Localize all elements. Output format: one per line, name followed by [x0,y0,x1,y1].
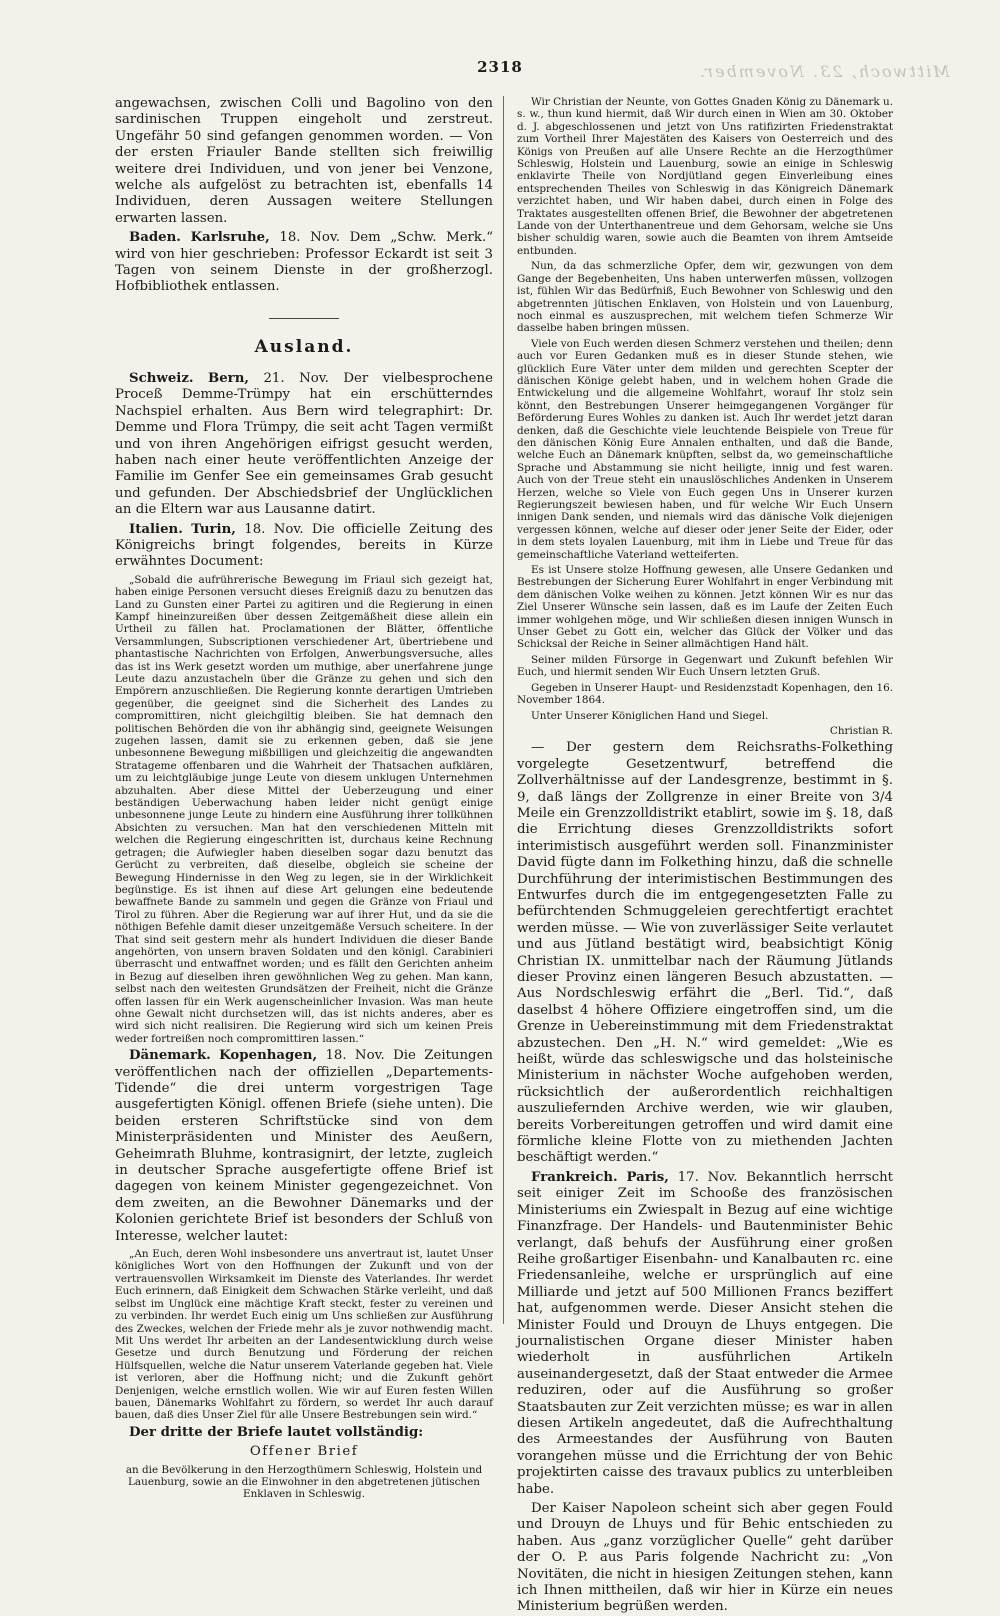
brief-paragraph: Wir Christian der Neunte, von Gottes Gnaden König zu Dänemark u. s. w., thun kund hiermit, daß Wir durch einen in Wien am 30. Oktober d. J. abgeschlossenen und jetzt von Uns ratifizirten Friedenstraktat zum Vortheil Ihrer Majestäten des Kaisers von Oesterreich und des Königs von Preußen auf alle Unsere Rechte an die Herzogthümer Schleswig, Holstein und Lauenburg, sowie an einige in Schleswig enklavirte Theile von Nordjütland gegen Einverleibung eines entsprechenden Theiles von Schleswig in das Königreich Dänemark verzichtet haben, und Wir haben dabei, durch einen in Folge des Traktates ausgestellten offenen Brief, die Bewohner der abgetretenen Lande von der Unterthanentreue und dem Gehorsam, welche sie Uns bisher schuldig waren, sowie auch die Beamten von ihrem Amtseide entbunden. [517,96,893,257]
left-column [115,96,494,1501]
article-text: 21. Nov. Der vielbesprochene Proceß Demme-Trümpy hat ein erschütterndes Nachspiel erhalten. Aus Bern wird telegraphirt: Dr. Demme und Flora Trümpy, die seit acht Tagen vermißt und von ihren Angehörigen eifrigst gesucht werden, haben nach einer heute veröffentlichten Anzeige der Familie im Genfer See ein gemeinsames Grab gesucht und gefunden. Der Abschiedsbrief der Unglücklichen an die Eltern war aus Lausanne datirt. [115,370,493,518]
article-city: Kopenhagen, [219,1048,318,1064]
article-italien [115,522,493,571]
daenemark-quote: „An Euch, deren Wohl insbesondere uns anvertraut ist, lautet Unser königliches Wort von den Hoffnungen der Zukunft und von der vertrauensvollen Wirksamkeit im Dienste des Vaterlandes. Ihr werdet Euch erinnern, daß Einigkeit dem Schwachen Stärke verleiht, und daß selbst im Unglück eine mächtige Kraft steckt, fester zu vereinen und zu verbinden. Ihr werdet Euch einig um Uns schließen zur Ausführung des Zweckes, welchen der Friede mehr als je zuvor nothwendig macht. Mit Uns werdet Ihr arbeiten an der Landesentwicklung durch weise Gesetze und durch Benutzung und Förderung der reichen Hülfsquellen, welche die Natur unserem Vaterlande gegeben hat. Viele ist verloren, aber die Hoffnung nicht; und die Zukunft gehört Denjenigen, welche ernstlich wollen. Wie wir auf Euren festen Willen bauen, Dänemarks Wohlfahrt zu fördern, so werdet Ihr auch darauf bauen, daß dies Unser Ziel für alle Unsere Bestrebungen sein wird.“ [115,1248,493,1422]
left-paragraph-friaul: angewachsen, zwischen Colli und Bagolino von den sardinischen Truppen eingeholt und zerstreut. Ungefähr 50 sind gefangen genommen worden. — Von der ersten Friauler Bande stellten sich freiwillig weitere drei Individuen, und von jener bei Venzone, welche als aufgelöst zu betrachten ist, ebenfalls 14 Individuen, deren Aussagen weitere Stellungen erwarten lassen. [115,96,493,226]
page-number: 2318 [477,58,523,76]
article-text: 18. Nov. Die Zeitungen veröffentlichen nach der offiziellen „Departements-Tidende“ die drei unterm vorgestrigen Tage ausgefertigten Königl. offenen Briefe (siehe unten). Die beiden ersteren Schriftstücke sind von dem Ministerpräsidenten und Minister des Aeußern, Geheimrath Bluhme, kontrasignirt, der letzte, zugleich in deutscher Sprache ausgefertigte offene Brief ist dagegen von keinem Minister gegengezeichnet. Von dem zweiten, an die Bewohner Dänemarks und der Kolonien gerichtete Brief ist besonders der Schluß von Interesse, welcher lautet: [115,1048,493,1244]
section-title: Ausland. [254,336,354,357]
italien-quote: „Sobald die aufrührerische Bewegung im Friaul sich gezeigt hat, haben einige Personen versucht dieses Ereigniß dazu zu benutzen das Land zu Gunsten einer Partei zu agitiren und die Regierung in einen Kampf hineinzureißen über dessen Zeitgemäßheit diese allein ein Urtheil zu fällen hat. Proclamationen der Blätter, öffentliche Versammlungen, Subscriptionen verschiedener Art, übertriebene und phantastische Nachrichten von Erfolgen, Anwerbungsversuche, alles das ist ins Werk gesetzt worden um muthige, aber unerfahrene junge Leute dazu anzustacheln über die Gränze zu gehen und sich den Empörern anzuschließen. Die Regierung konnte derartigen Umtrieben gegenüber, die geeignet sind die Sicherheit des Landes zu compromittiren, nicht gleichgiltig bleiben. Sie hat demnach den politischen Behörden die von ihr abhängig sind, geeignete Weisungen zugehen lassen, damit sie zu erkennen geben, daß sie jene unbesonnene Bewegung mißbilligen und gleichzeitig die angewandten Stratageme offenbaren und die Wahrheit der Thatsachen aufklären, um zu leichtgläubige junge Leute von diesem unklugen Unternehmen abzuhalten. Aber diese Mittel der Ueberzeugung und einer beständigen Ueberwachung haben leider nicht genügt einige unbesonnene junge Leute zu hindern eine Ausführung ihrer tollkühnen Absichten zu versuchen. Man hat den verschiedenen Mitteln mit welchen die Regierung eingeschritten ist, durchaus keine Rechnung getragen; die Aufwiegler haben dieselben sogar dazu benutzt das Gerücht zu verbreiten, daß dieselbe, obgleich sie scheine der Bewegung Hindernisse in den Weg zu legen, sie in der Wirklichkeit begünstige. Es ist ihnen auf diese Art gelungen eine bedeutende bewaffnete Bande zu sammeln und gegen die Gränze von Friaul und Tirol zu führen. Aber die Regierung war auf ihrer Hut, und da sie die nöthigen Befehle damit dieser unzeitgemäße Versuch scheitere. In der That sind seit gestern mehr als hundert Individuen die dieser Bande angehörten, von unsern braven Soldaten und den königl. Carabinieri überrascht und entwaffnet worden; und es fällt den Gerichten anheim in Bezug auf dieselben ihren gewöhnlichen Weg zu gehen. Man kann, selbst nach den weitesten Grundsätzen der Freiheit, nicht die Gränze offen lassen für ein Werk augenscheinlicher Invasion. Was man heute ohne Gewalt nicht durchsetzen will, das ist nichts anderes, aber es wird sich nicht realisiren. Die Regierung wird sich um keinen Preis weder fortreißen noch compromittiren lassen.“ [115,573,493,1045]
article-baden [115,230,493,296]
brief-subtitle: an die Bevölkerung in den Herzogthümern Schleswig, Holstein und Lauenburg, sowie an die Einwohner in den abgetretenen jütischen Enklaven in Schleswig. [125,1463,483,1501]
section-divider [269,318,339,319]
article-text: 18. Nov. Dem „Schw. Merk.“ wird von hier geschrieben: Professor Eckardt ist seit 3 Tagen von seinem Dienste in der großherzogl. Hofbibliothek entlassen. [115,230,494,295]
column-divider [503,96,504,1324]
bleed-through-header: Mittwoch, 23. November. [698,62,950,81]
article-label: Frankreich. [531,1169,618,1185]
right-column [517,96,893,1615]
article-city: Paris, [626,1169,669,1185]
brief-title: Offener Brief [249,1444,359,1460]
article-city: Bern, [207,370,249,386]
article-label: Baden. [129,230,181,246]
article-label: Italien. [129,521,183,537]
article-frankreich [517,1170,893,1498]
brief-paragraph: Seiner milden Fürsorge in Gegenwart und Zukunft befehlen Wir Euch, und hiermit senden Wir Euch Unsern letzten Gruß. [517,653,893,679]
brief-signature: Christian R. [829,724,893,737]
article-zoll: — Der gestern dem Reichsraths-Folkething vorgelegte Gesetzentwurf, betreffend die Zollverhältnisse auf der Landesgrenze, bestimmt in §. 9, daß längs der Zollgrenze in einer Breite von 3/4 Meile ein Grenzzolldistrikt etablirt, sowie im §. 18, daß die Errichtung dieses Grenzzolldistrikts sofort interimistisch ausgeführt werden soll. Finanzminister David fügte dann im Folkething hinzu, daß die schnelle Durchführung der interimistischen Bestimmungen des Entwurfes durch die im entgegengesetzten Falle zu befürchtenden Schmuggeleien gerechtfertigt erachtet werden müsse. — Wie von zuverlässiger Seite verlautet und aus Jütland bestätigt wird, beabsichtigt König Christian IX. unmittelbar nach der Räumung Jütlands dieser Provinz einen längeren Besuch abzustatten. — Aus Nordschleswig erfährt die „Berl. Tid.“, daß daselbst 4 höhere Offiziere eingetroffen sind, um die Grenze in Uebereinstimmung mit dem Friedenstraktat abzustechen. Den „H. N.“ wird gemeldet: „Wie es heißt, würde das schleswigsche und das holsteinische Ministerium in nächster Woche aufgehoben werden, rücksichtlich der außerordentlich reichhaltigen auszuliefernden Archive werden, wie wir glauben, bereits Vorbereitungen getroffen und wird damit eine förmliche kleine Flotte von zu miethenden Jachten beschäftigt werden.“ [517,740,893,1166]
brief-paragraph: Nun, da das schmerzliche Opfer, dem wir, gezwungen von dem Gange der Begebenheiten, Uns haben unterwerfen müssen, vollzogen ist, fühlen Wir das Bedürfniß, Euch Bewohner von Schleswig und den abgetrennten jütischen Enklaven, von Holstein und von Lauenburg, noch einmal es auszusprechen, mit welchem tiefen Schmerze Wir dasselbe haben bringen müssen. [517,260,893,335]
brief-paragraph: Es ist Unsere stolze Hoffnung gewesen, alle Unsere Gedanken und Bestrebungen der Sicherung Eurer Wohlfahrt in enger Verbindung mit dem dänischen Volke weihen zu können. Jetzt können Wir es nur das Ziel Unserer Wünsche sein lassen, daß es im Laufe der Zeiten Euch immer wohlgehen möge, und Wir schließen diesen innigen Wunsch in Unser Gebet zu Gott ein, welcher das Glück der Völker und das Schicksal der Reiche in Seiner allmächtigen Hand hält. [517,564,893,651]
brief-paragraph: Viele von Euch werden diesen Schmerz verstehen und theilen; denn auch vor Euren Gedanken muß es in dieser Stunde stehen, wie glücklich Eure Väter unter dem milden und gerechten Scepter der dänischen Könige gelebt haben, und in welchem hohen Grade die Entwickelung und die allgemeine Wohlfahrt, worauf Ihr stolz sein könnt, den Bestrebungen Unserer heimgegangenen Vorgänger für Beförderung Eures Wohles zu danken ist. Auch Ihr werdet jetzt daran denken, daß die Geschichte viele leuchtende Beispiele von Treue für den dänischen König Eure Annalen enthalten, und daß die Bande, welche Euch an Dänemark knüpften, selbst da, wo gemeinschaftliche Sprache und Abstammung sie nicht heiligte, innig und fest waren. Auch von der Treue steht ein unauslöschliches Andenken in Unserem Herzen, welche so Viele von Euch gegen Uns in Unserer kurzen Regierungszeit bewiesen haben, und für welche Wir Euch Unsern innigen Dank senden, und niemals wird das dänische Volk diejenigen vergessen können, welche auf dieser oder jener Seite der Eider, oder in dem stets loyalen Lauenburg, mit ihm in Liebe und Treue für das gemeinschaftliche Vaterland wetteiferten. [517,337,893,561]
dritte-brief-line: Der dritte der Briefe lautet vollständig: [129,1424,424,1440]
article-label: Dänemark. [129,1048,211,1064]
article-label: Schweiz. [129,370,194,386]
article-text: 18. Nov. Die officielle Zeitung des Königreichs bringt folgendes, bereits in Kürze erwähntes Document: [115,521,493,570]
article-city: Karlsruhe, [190,230,270,246]
brief-date: Gegeben in Unserer Haupt- und Residenzstadt Kopenhagen, den 16. November 1864. [517,681,893,707]
article-daenemark [115,1048,493,1245]
article-text: 17. Nov. Bekanntlich herrscht seit einiger Zeit im Schooße des französischen Ministeriums ein Zwiespalt in Bezug auf eine wichtige Finanzfrage. Der Handels- und Bautenminister Behic verlangt, daß behufs der Ausführung einer großen Reihe großartiger Eisenbahn- und Kanalbauten rc. eine Friedensanleihe, welche er ursprünglich auf eine Milliarde und jetzt auf 500 Millionen Francs beziffert hat, aufgenommen werde. Dieser Ansicht stehen die Minister Fould und Drouyn de Lhuys entgegen. Die journalistischen Organe dieser Minister haben wiederholt in ausführlichen Artikeln auseinandergesetzt, daß der Staat entweder die Armee reduziren, oder auf die Ausführung so großer Staatsbauten zur Zeit verzichten müsse; es war in allen diesen Artikeln angedeutet, daß die Aufrechthaltung des Armeestandes der Ausführung von Bauten vorangehen müsse und die Errichtung der von Behic projektirten caisse des travaux publics zu unterbleiben habe. [517,1169,893,1497]
article-schweiz [115,371,493,519]
article-napoleon: Der Kaiser Napoleon scheint sich aber gegen Fould und Drouyn de Lhuys und für Behic entschieden zu haben. Aus „ganz vorzüglicher Quelle“ geht darüber der O. P. aus Paris folgende Nachricht zu: „Von Novitäten, die nicht in hiesigen Zeitungen stehen, kann ich Ihnen mittheilen, daß wir hier in Kürze ein neues Ministerium begrüßen werden. [517,1501,893,1615]
article-city: Turin, [191,521,236,537]
brief-seal: Unter Unserer Königlichen Hand und Siegel. [531,709,769,722]
